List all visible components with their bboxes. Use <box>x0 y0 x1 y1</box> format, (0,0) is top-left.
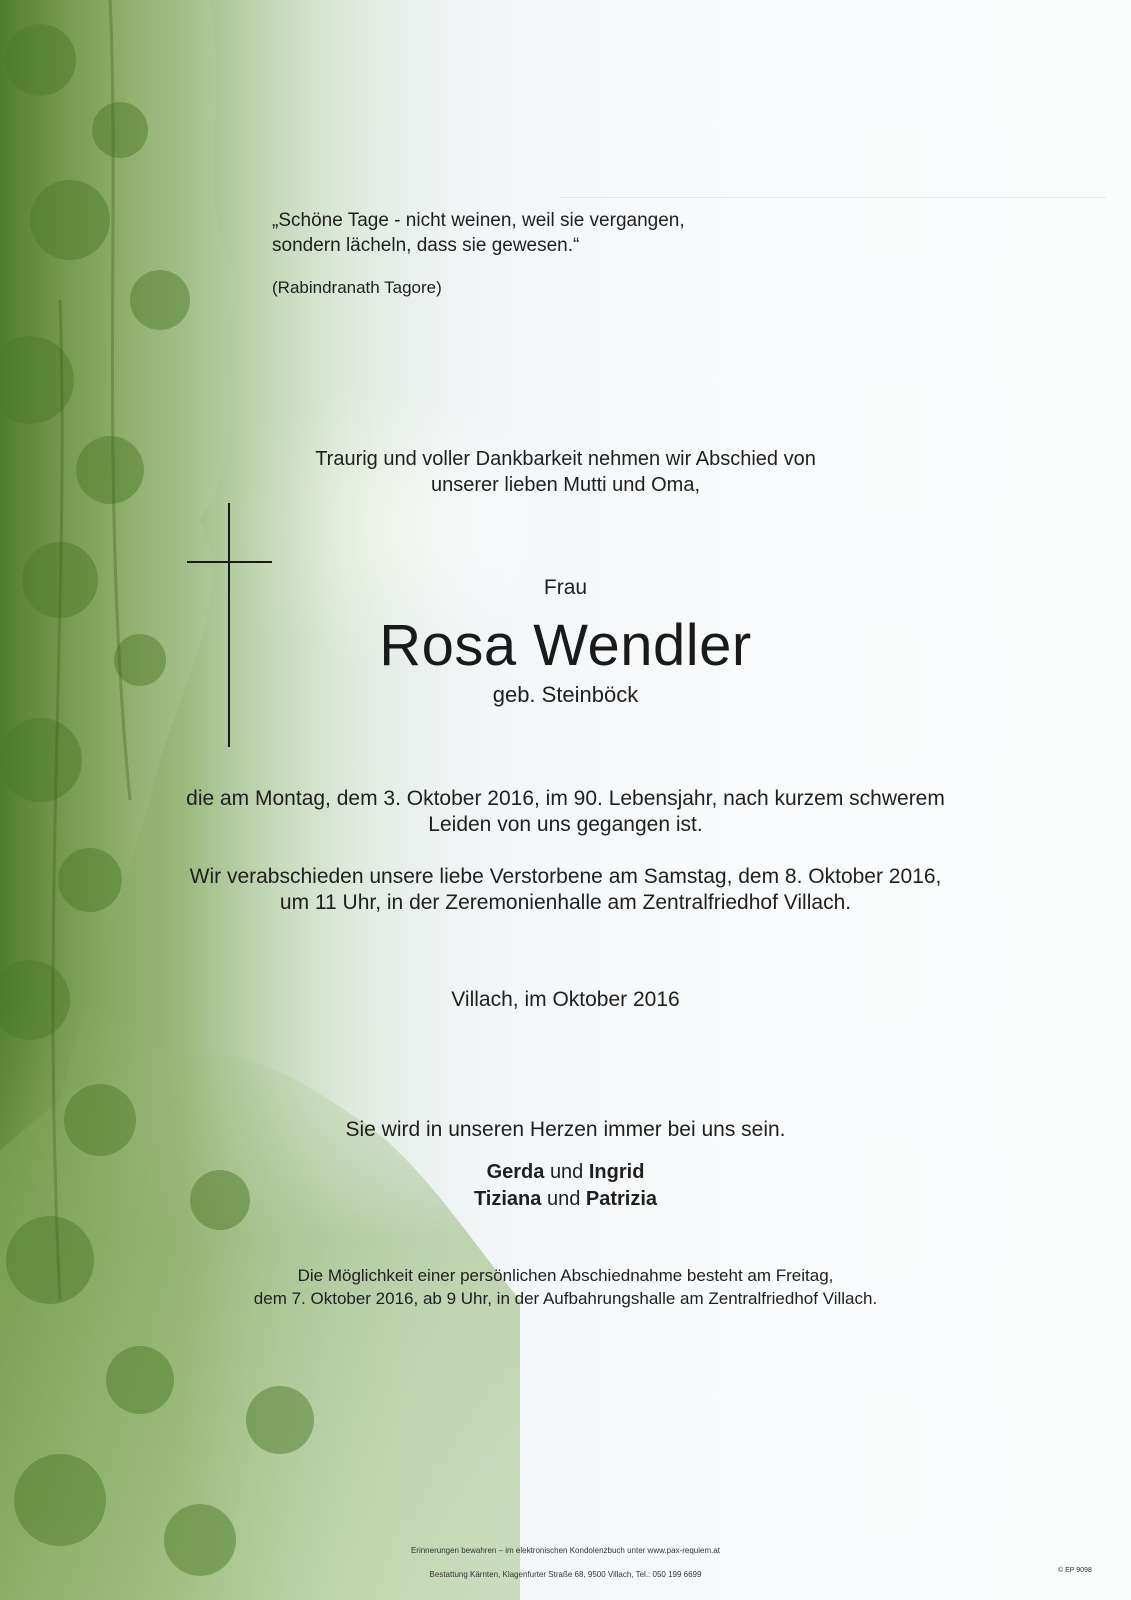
viewing-notice <box>0 1264 1131 1310</box>
salutation: Frau <box>543 576 588 599</box>
death-notice <box>0 786 1131 838</box>
intro-line: unserer lieben Mutti und Oma, <box>430 474 701 496</box>
funeral-notice <box>0 864 1131 916</box>
death-notice-line: Leiden von uns gegangen ist. <box>428 813 703 836</box>
top-divider <box>560 197 1106 198</box>
viewing-notice-line: dem 7. Oktober 2016, ab 9 Uhr, in der Aufbahrungshalle am Zentralfriedhof Villach. <box>253 1289 878 1308</box>
motto: Sie wird in unseren Herzen immer bei uns sein. <box>345 1118 786 1141</box>
quote-line: sondern lächeln, dass sie gewesen.“ <box>272 235 580 256</box>
death-notice-line: die am Montag, dem 3. Oktober 2016, im 90. Lebensjahr, nach kurzem schwerem <box>186 787 945 810</box>
birth-name: geb. Steinböck <box>492 682 639 707</box>
mourner-name: Patrizia <box>585 1188 658 1210</box>
mourners-row <box>0 1186 1131 1213</box>
mourners <box>0 1159 1131 1213</box>
mourner-connector: und <box>546 1188 581 1210</box>
mourner-name: Gerda <box>486 1161 545 1183</box>
mourner-name: Ingrid <box>588 1161 645 1183</box>
document-code: © EP 9098 <box>1058 1567 1092 1574</box>
funeral-notice-line: um 11 Uhr, in der Zeremonienhalle am Zentralfriedhof Villach. <box>279 891 852 914</box>
footer-line: Erinnerungen bewahren – im elektronischen Kondolenzbuch unter www.pax-requiem.at <box>410 1546 721 1555</box>
intro-line: Traurig und voller Dankbarkeit nehmen wir Abschied von <box>315 448 816 470</box>
quote <box>272 208 685 258</box>
quote-author: (Rabindranath Tagore) <box>272 278 442 297</box>
mourner-connector: und <box>549 1161 584 1183</box>
place-date: Villach, im Oktober 2016 <box>451 988 680 1011</box>
mourners-row <box>0 1159 1131 1186</box>
funeral-notice-line: Wir verabschieden unsere liebe Verstorbene am Samstag, dem 8. Oktober 2016, <box>189 865 942 888</box>
quote-line: „Schöne Tage - nicht weinen, weil sie vergangen, <box>272 210 685 231</box>
intro-text <box>0 446 1131 498</box>
footer <box>0 1539 1131 1587</box>
mourner-name: Tiziana <box>473 1188 542 1210</box>
viewing-notice-line: Die Möglichkeit einer persönlichen Abschiednahme besteht am Freitag, <box>297 1266 834 1285</box>
deceased-name: Rosa Wendler <box>379 613 752 678</box>
cross-icon-bar <box>187 561 272 563</box>
footer-line: Bestattung Kärnten, Klagenfurter Straße 68, 9500 Villach, Tel.: 050 199 6699 <box>429 1570 702 1579</box>
